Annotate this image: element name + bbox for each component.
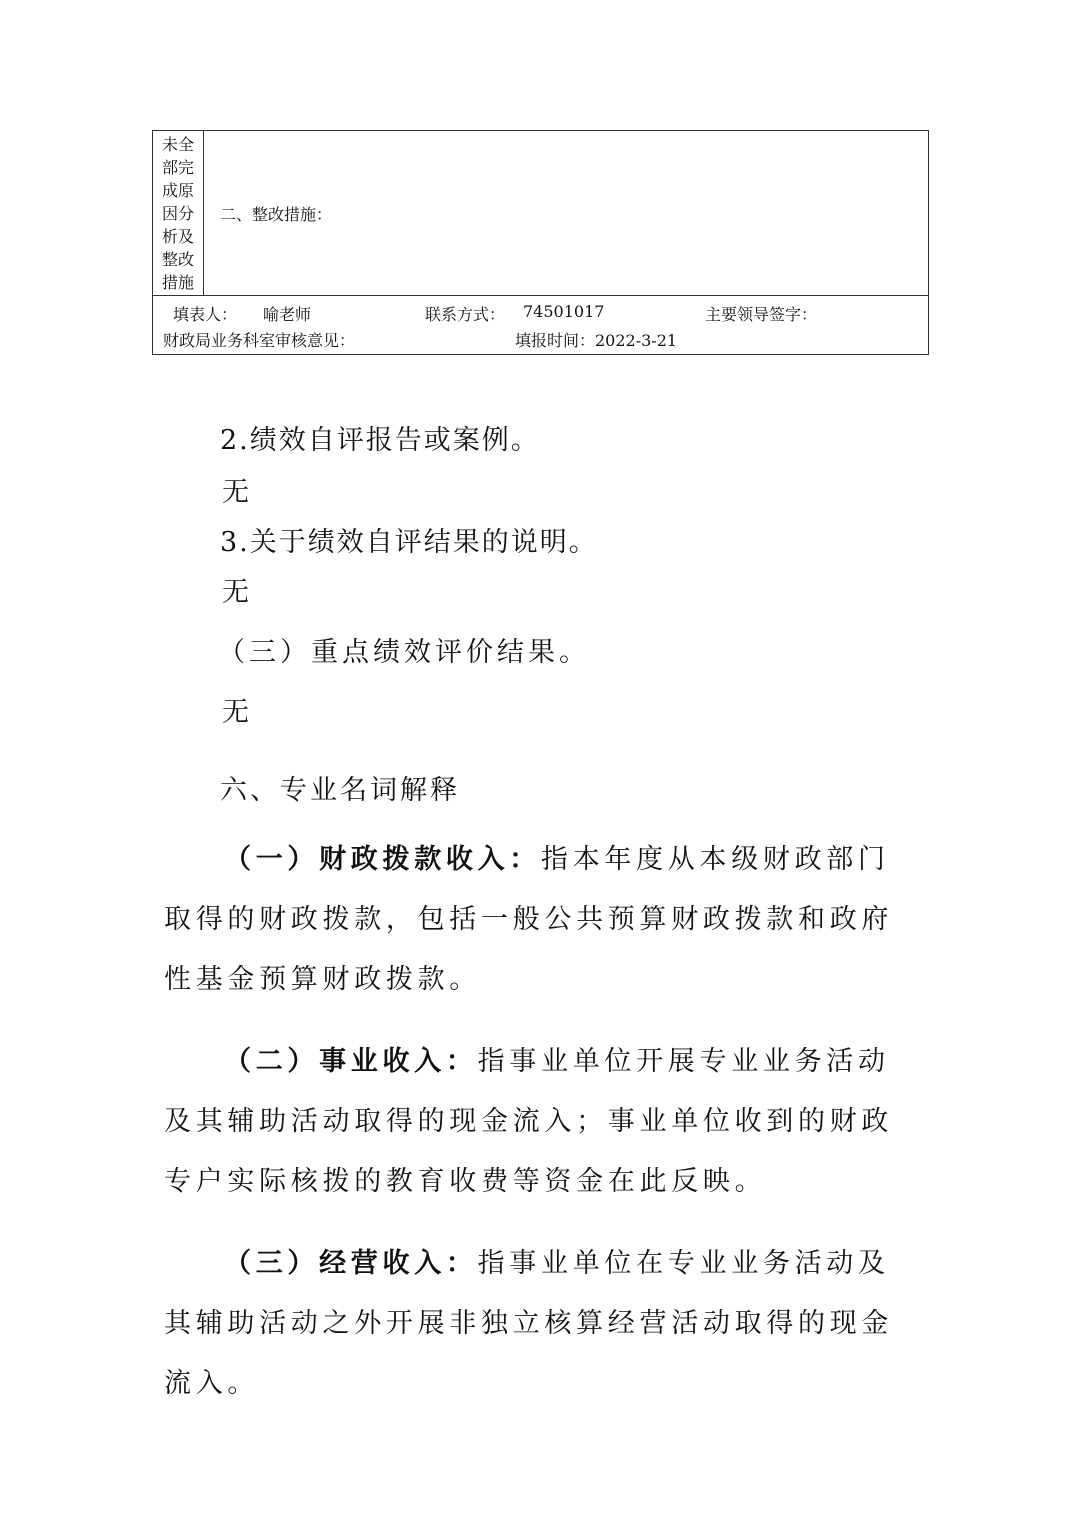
item3-title: 3.关于绩效自评结果的说明。 <box>220 527 598 558</box>
table-row-rectification <box>153 131 928 296</box>
definition-term-2: （二）事业收入： <box>224 1046 478 1077</box>
row-content-cell <box>204 131 928 295</box>
item2-title: 2.绩效自评报告或案例。 <box>220 425 540 456</box>
definition-paragraph-1 <box>164 830 916 1010</box>
leader-signature-label: 主要领导签字： <box>705 305 818 324</box>
definition-text-2: 指事业单位开展专业业务活动及其辅助活动取得的现金流入；事业单位收到的财政专户实际核拨的教育收费等资金在此反映。 <box>164 1046 894 1197</box>
table-row-signoff <box>153 296 928 354</box>
contact-value: 74501017 <box>523 302 605 321</box>
definition-term-3: （三）经营收入： <box>224 1248 478 1279</box>
row-content: 二、整改措施： <box>220 204 333 224</box>
part3-value: 无 <box>222 697 251 728</box>
definition-text-1: 指本年度从本级财政部门取得的财政拨款，包括一般公共预算财政拨款和政府性基金预算财政拨款。 <box>164 844 894 995</box>
definition-text-3: 指事业单位在专业业务活动及其辅助活动之外开展非独立核算经营活动取得的现金流入。 <box>164 1248 894 1399</box>
item2-value: 无 <box>222 477 251 508</box>
row-label: 未全部完成原因分析及整改措施 <box>161 134 194 292</box>
item3-value: 无 <box>222 577 251 608</box>
filler-label: 填表人： <box>173 305 238 324</box>
row-label-cell <box>153 131 204 295</box>
summary-table <box>152 130 929 355</box>
definition-paragraph-2 <box>164 1032 916 1212</box>
review-opinion-label: 财政局业务科室审核意见： <box>163 331 356 350</box>
part6-title: 六、专业名词解释 <box>220 775 460 806</box>
contact-label: 联系方式： <box>425 305 506 324</box>
definition-paragraph-3 <box>164 1234 916 1414</box>
filler-name: 喻老师 <box>263 305 312 324</box>
part3-title: （三）重点绩效评价结果。 <box>218 637 590 668</box>
fill-time-label: 填报时间：2022-3-21 <box>515 331 678 350</box>
definition-term-1: （一）财政拨款收入： <box>224 844 541 875</box>
